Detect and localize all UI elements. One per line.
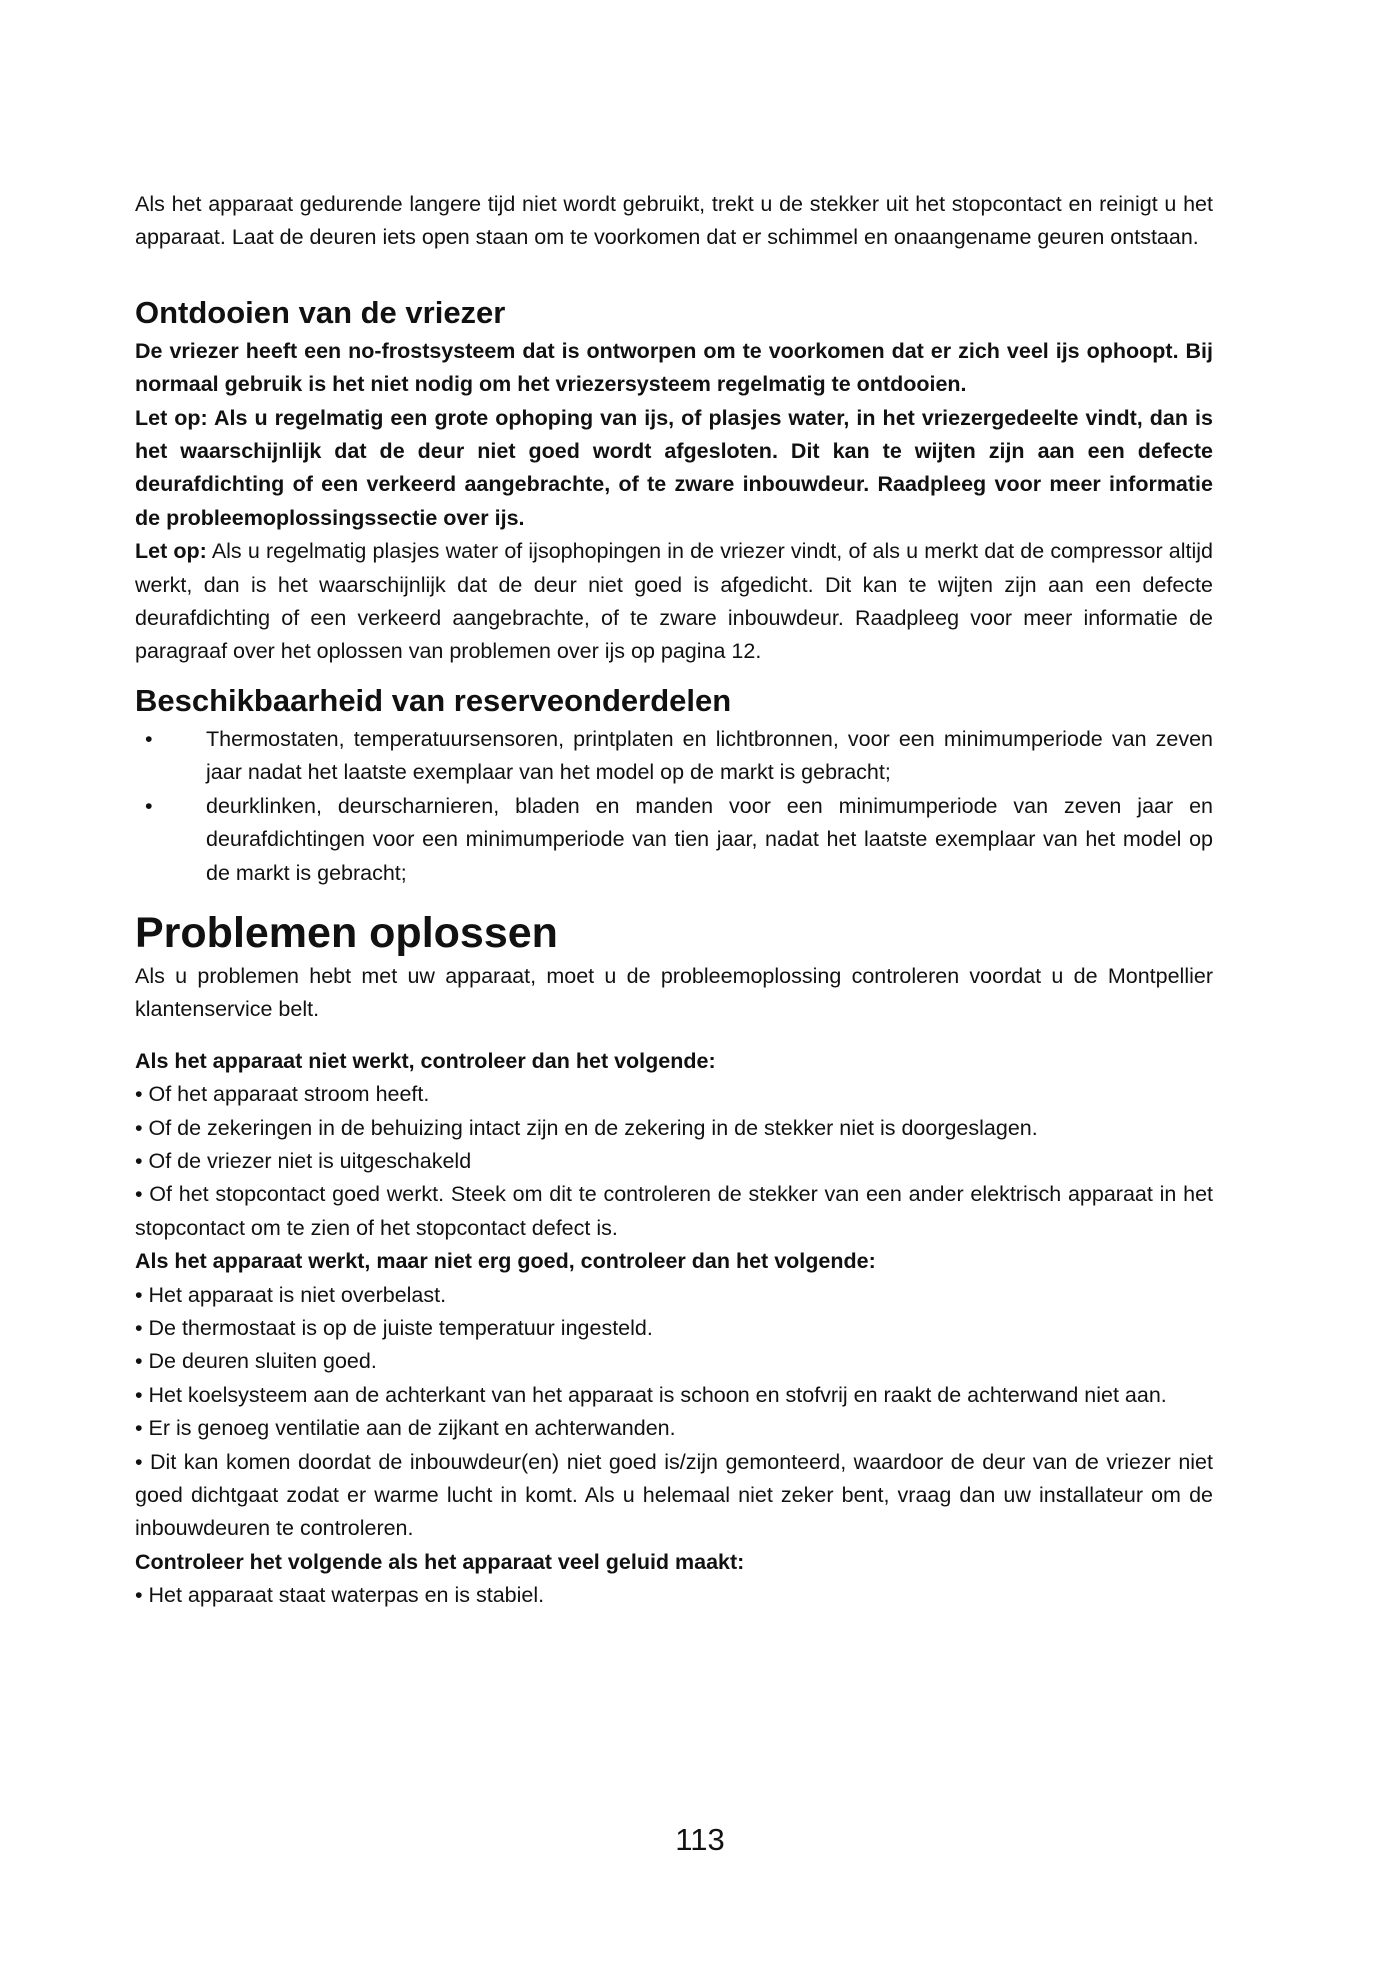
section-title-not-well: Als het apparaat werkt, maar niet erg goed, controleer dan het volgende: bbox=[135, 1249, 876, 1274]
parts-heading: Beschikbaarheid van reserveonderdelen bbox=[135, 682, 732, 718]
document-page bbox=[135, 188, 1213, 1613]
list-item: • Het apparaat staat waterpas en is stabiel. bbox=[135, 1583, 545, 1608]
bullet-icon: • bbox=[145, 726, 153, 751]
note-label: Let op: bbox=[135, 539, 207, 564]
list-item: • Of de vriezer niet is uitgeschakeld bbox=[135, 1148, 472, 1173]
list-item: • De thermostaat is op de juiste temperatuur ingesteld. bbox=[135, 1315, 653, 1340]
list-item: • Het apparaat is niet overbelast. bbox=[135, 1282, 447, 1307]
defrost-paragraph-1: De vriezer heeft een no-frostsysteem dat is ontworpen om te voorkomen dat er zich veel ijs ophoopt. Bij normaal gebruik is het niet nodig om het vriezersysteem regelmatig te ontdooien. bbox=[135, 338, 1213, 397]
list-item: • Het koelsysteem aan de achterkant van het apparaat is schoon en stofvrij en raakt de achterwand niet aan. bbox=[135, 1382, 1167, 1407]
section-title-noise: Controleer het volgende als het apparaat veel geluid maakt: bbox=[135, 1549, 745, 1574]
bullet-icon: • bbox=[145, 793, 153, 818]
list-item: • Of het stopcontact goed werkt. Steek om dit te controleren de stekker van een ander elektrisch apparaat in het stopcontact om te zien of het stopcontact defect is. bbox=[135, 1182, 1213, 1240]
defrost-paragraph-2: Let op: Als u regelmatig een grote ophoping van ijs, of plasjes water, in het vriezergedeelte vindt, dan is het waarschijnlijk dat de deur niet goed wordt afgesloten. Dit kan te wijten zijn aan een defecte deurafdichting of een verkeerd aangebrachte, of te zware inbouwdeur. Raadpleeg voor meer informatie de probleemoplossingssectie over ijs. bbox=[135, 405, 1213, 530]
defrost-heading: Ontdooien van de vriezer bbox=[135, 294, 506, 330]
list-item: • deurklinken, deurscharnieren, bladen en manden voor een minimumperiode van zeven jaar en deurafdichtingen voor een minimumperiode van tien jaar, nadat het laatste exemplaar van het model op de markt is gebracht; bbox=[135, 790, 1213, 890]
intro-paragraph: Als het apparaat gedurende langere tijd niet wordt gebruikt, trekt u de stekker uit het stopcontact en reinigt u het apparaat. Laat de deuren iets open staan om te voorkomen dat er schimmel en onaangename geuren ontstaan. bbox=[135, 192, 1213, 250]
defrost-paragraph-3-text: Als u regelmatig plasjes water of ijsophopingen in de vriezer vindt, of als u merkt dat de compressor altijd werkt, dan is het waarschijnlijk dat de deur niet goed is afgedicht. Dit kan te wijten zijn aan een defecte deurafdichting of een verkeerd aangebrachte, of te zware inbouwdeur. Raadpleeg voor meer informatie de paragraaf over het oplossen van problemen over ijs op pagina 12. bbox=[135, 539, 1213, 664]
list-item: • Of de zekeringen in de behuizing intact zijn en de zekering in de stekker niet is doorgeslagen. bbox=[135, 1115, 1038, 1140]
list-item: • Dit kan komen doordat de inbouwdeur(en) niet goed is/zijn gemonteerd, waardoor de deur van de vriezer niet goed dichtgaat zodat er warme lucht in komt. Als u helemaal niet zeker bent, vraag dan uw installateur om de inbouwdeuren te controleren. bbox=[135, 1449, 1213, 1541]
parts-list bbox=[135, 723, 1213, 890]
page-number: 113 bbox=[675, 1822, 725, 1857]
troubleshooting-intro: Als u problemen hebt met uw apparaat, moet u de probleemoplossing controleren voordat u de Montpellier klantenservice belt. bbox=[135, 963, 1213, 1022]
section-title-not-working: Als het apparaat niet werkt, controleer dan het volgende: bbox=[135, 1048, 716, 1073]
list-item: • Er is genoeg ventilatie aan de zijkant en achterwanden. bbox=[135, 1416, 676, 1441]
defrost-paragraph-3 bbox=[135, 535, 1213, 669]
list-item: • Thermostaten, temperatuursensoren, printplaten en lichtbronnen, voor een minimumperiode van zeven jaar nadat het laatste exemplaar van het model op de markt is gebracht; bbox=[135, 723, 1213, 790]
list-item: • De deuren sluiten goed. bbox=[135, 1349, 377, 1374]
list-item: • Of het apparaat stroom heeft. bbox=[135, 1082, 430, 1107]
troubleshooting-heading: Problemen oplossen bbox=[135, 908, 558, 957]
